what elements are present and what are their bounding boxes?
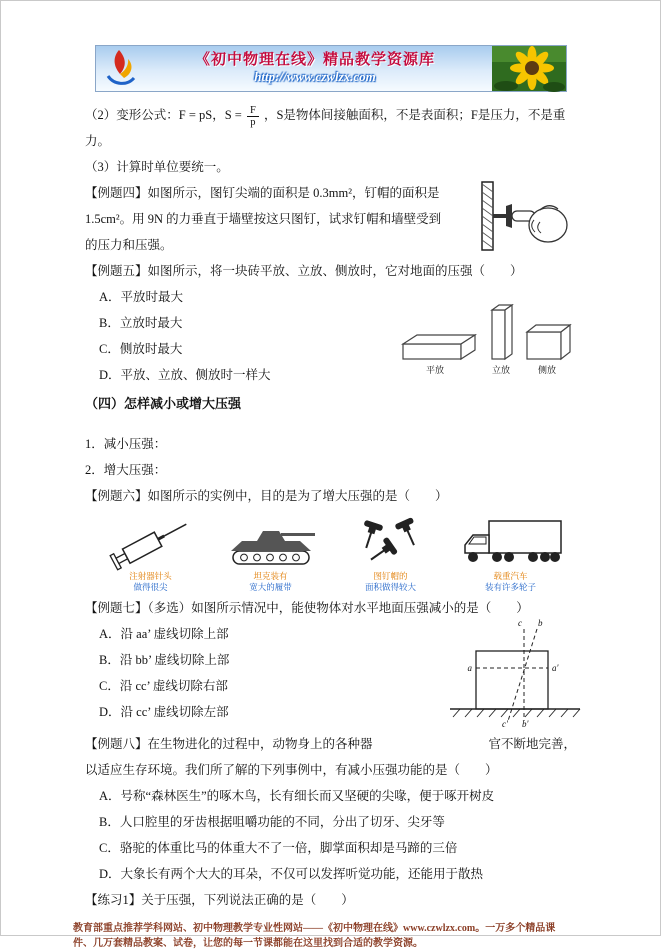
formula-prefix: （2）变形公式：F = pS，S = [85, 108, 242, 122]
example4-text: 如图所示，图钉尖端的面积是 0.3mm²，钉帽的面积是 1.5cm²。用 9N 的力垂直于墙壁按这只图钉，试求钉帽和墙壁受到的压力和压强。 [85, 186, 442, 252]
tack-pin [493, 214, 506, 218]
section4-heading: （四）怎样减小或增大压强 [85, 396, 242, 411]
example7-option-b: B．沿 bb’ 虚线切除上部 [99, 653, 230, 667]
figure-truck [459, 513, 563, 593]
page-footer [73, 921, 588, 951]
example4-block [85, 180, 576, 258]
label-c: c [518, 618, 522, 628]
example8-line1-right: 官不断地完善， [488, 737, 576, 751]
formula-suffix: ，S是物体间接触面积，不是表面积；F是压力，不是重力。 [85, 108, 566, 148]
example6-block [85, 483, 576, 593]
figure-caption: 图钉帽的 面积做得较大 [364, 571, 416, 592]
example8-line2: 以适应生存环境。我们所了解的下列事例中，有减小压强功能的是（ ） [85, 763, 498, 777]
figure-caption: 注射器针头 做得很尖 [129, 571, 172, 592]
label-c-prime: c' [502, 719, 508, 729]
brick-flat-label: 平放 [425, 365, 445, 375]
fraction [247, 105, 259, 128]
thumbtacks-icon [345, 513, 437, 571]
example8-label: 【例题八】 [85, 737, 148, 751]
example5-label: 【例题五】 [85, 264, 148, 278]
example6-text: 如图所示的实例中，目的是为了增大压强的是（ ） [147, 489, 448, 503]
tack-head [506, 204, 512, 228]
site-logo-flame-icon [99, 47, 139, 91]
example8-option-d: D．大象长有两个大大的耳朵，不仅可以发挥听觉功能，还能用于散热 [99, 867, 484, 881]
example8-option-b: B．人口腔里的牙齿根据咀嚼功能的不同，分出了切牙、尖牙等 [99, 815, 445, 829]
site-url-link[interactable]: http://www.czwlzx.com [254, 68, 376, 84]
example8-line1-left [85, 731, 373, 757]
figure-thumbtacks [339, 513, 443, 593]
reduce-pressure-item: 1．减小压强： [85, 437, 167, 451]
unit-rule-line: （3）计算时单位要统一。 [85, 160, 229, 174]
example6-question [85, 483, 576, 509]
example8-block [85, 731, 576, 887]
example8-option-a: A．号称“森林医生”的啄木鸟，长有细长而又坚硬的尖喙，便于啄开树皮 [99, 789, 495, 803]
example7-label: 【例题七】 [85, 601, 148, 615]
example8-option-c: C．骆驼的体重比马的体重大不了一倍，脚掌面积却是马蹄的三倍 [99, 841, 458, 855]
figure-tank [219, 513, 323, 593]
example6-figure-row [85, 513, 576, 593]
increase-pressure-item: 2．增大压强： [85, 463, 167, 477]
example8-text-left: 在生物进化的过程中，动物身上的各种器 [147, 737, 373, 751]
example5-block [85, 258, 576, 388]
example7-block [85, 595, 576, 731]
label-b: b [538, 618, 543, 628]
example7-option-a: A．沿 aa’ 虚线切除上部 [99, 627, 229, 641]
label-b-prime: b' [522, 719, 529, 729]
footer-line2: 件、几万套精品教案、试卷，让您的每一节课都能在这里找到合适的教学资源。 [73, 938, 423, 949]
document-body [1, 102, 660, 913]
example5-option-c: C．侧放时最大 [99, 342, 183, 356]
block-cut-diagram [444, 617, 586, 729]
example6-label: 【例题六】 [85, 489, 148, 503]
formula-line [85, 102, 576, 154]
thumbtack-wall-figure [460, 180, 576, 254]
example5-question [85, 258, 576, 284]
figure-caption: 载重汽车 装有许多轮子 [484, 571, 536, 592]
site-title: 《初中物理在线》精品教学资源库 [194, 52, 435, 69]
hand-icon [512, 206, 567, 242]
fraction-numerator: F [247, 105, 259, 117]
figure-caption: 坦克装有 宽大的履带 [249, 571, 292, 592]
example4-label: 【例题四】 [85, 186, 148, 200]
banner-text-block [139, 52, 492, 84]
truck-icon [457, 513, 565, 571]
footer-line1: 教育部重点推荐学科网站、初中物理教学专业性网站——《初中物理在线》www.czwlzx.com。一万多个精品课 [73, 923, 556, 934]
tank-icon [221, 513, 321, 571]
fraction-denominator: p [250, 116, 256, 128]
brick-side-label: 侧放 [537, 365, 557, 375]
example7-option-c: C．沿 cc’ 虚线切除右部 [99, 679, 228, 693]
example5-text: 如图所示，将一块砖平放、立放、侧放时，它对地面的压强（ ） [147, 264, 523, 278]
example5-option-b: B．立放时最大 [99, 316, 183, 330]
label-a-prime: a' [552, 663, 559, 673]
practice1-line [85, 887, 576, 913]
practice1-label: 【练习1】 [85, 893, 142, 907]
site-banner [95, 45, 567, 92]
example7-text: （多选）如图所示情况中，能使物体对水平地面压强减小的是（ ） [147, 601, 529, 615]
syringe-icon [105, 513, 197, 571]
brick-upright-label: 立放 [491, 365, 511, 375]
bricks-figure [397, 294, 582, 378]
example8-line1 [85, 731, 576, 757]
figure-syringe [99, 513, 203, 593]
label-a: a [467, 663, 472, 673]
practice1-text: 关于压强，下列说法正确的是（ ） [141, 893, 354, 907]
example5-option-a: A．平放时最大 [99, 290, 184, 304]
sunflower-image [492, 46, 566, 91]
example7-option-d: D．沿 cc’ 虚线切除左部 [99, 705, 229, 719]
example5-option-d: D．平放、立放、侧放时一样大 [99, 368, 271, 382]
